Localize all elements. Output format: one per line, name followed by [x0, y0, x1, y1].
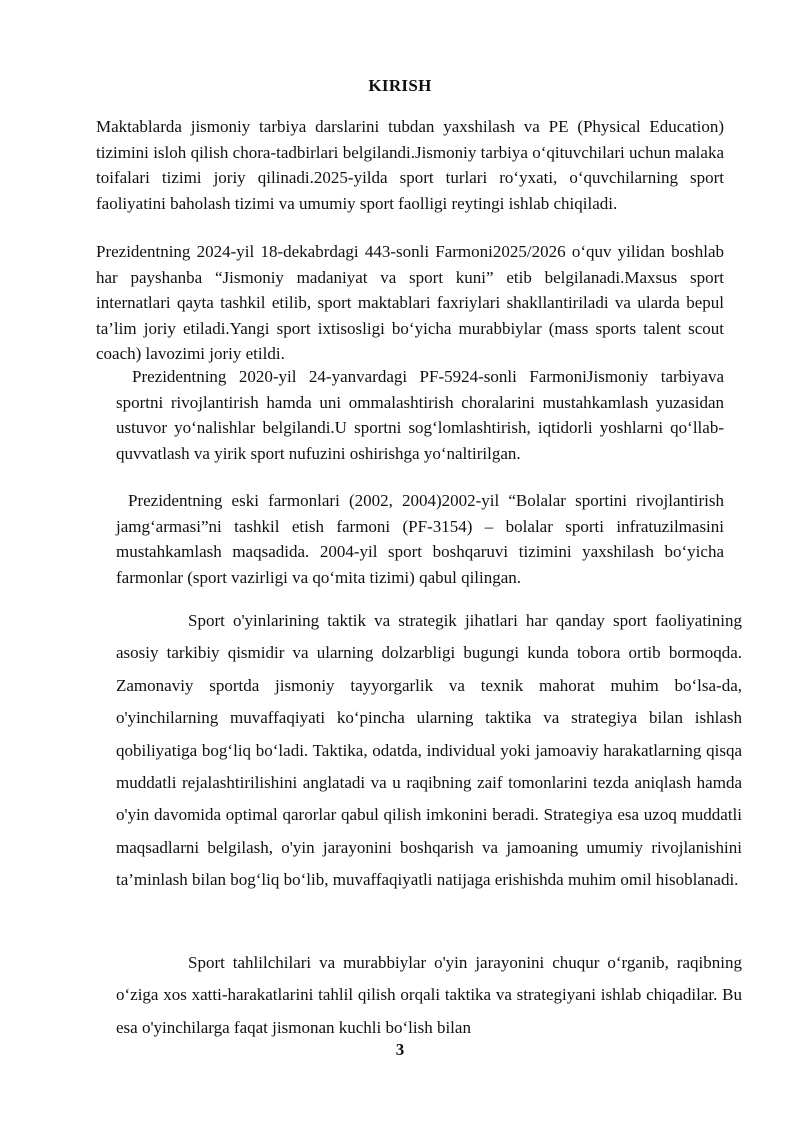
paragraph-3: Prezidentning 2020-yil 24-yanvardagi PF-5924-sonli FarmoniJismoniy tarbiyava sportni rivojlantirish hamda uni ommalashtirish choralarini mustahkamlash yuzasidan ustuvor yoʻnalishlar belgilandi.U sportni sogʻlomlashtirish, iqtidorli yoshlarni qoʻllab-quvvatlash va yirik sport nufuzini oshirishga yoʻnaltirilgan. [116, 367, 724, 463]
paragraph-5: Sport o'yinlarining taktik va strategik jihatlari har qanday sport faoliyatining asosiy tarkibiy qismidir va ularning dolzarbligi bugungi kunda tobora ortib bormoqda. Zamonaviy sportda jismoniy tayyorgarlik va texnik mahorat muhim boʻlsa-da, o'yinchilarning muvaffaqiyati koʻpincha ularning taktika va strategiya bilan ishlash qobiliyatiga bogʻliq boʻladi. Taktika, odatda, individual yoki jamoaviy harakatlarning qisqa muddatli rejalashtirilishini anglatadi va u raqibning zaif tomonlarini tezda aniqlash hamda o'yin davomida optimal qarorlar qabul qilish imkonini beradi. Strategiya esa uzoq muddatli maqsadlarni belgilash, o'yin jarayonini boshqarish va jamoaning umumiy rivojlanishini ta’minlash bilan bogʻliq boʻlib, muvaffaqiyatli natijaga erishishda muhim omil hisoblanadi. [116, 611, 742, 890]
page-number: 3 [395, 1040, 405, 1059]
paragraph-4: Prezidentning eski farmonlari (2002, 2004)2002-yil “Bolalar sportini rivojlantirish jamgʻarmasi”ni tashkil etish farmoni (PF-3154) – bolalar sporti infratuzilmasini mustahkamlash maqsadida. 2004-yil sport boshqaruvi tizimini yaxshilash boʻyicha farmonlar (sport vazirligi va qoʻmita tizimi) qabul qilingan. [116, 491, 724, 587]
paragraph-1: Maktablarda jismoniy tarbiya darslarini tubdan yaxshilash va PE (Physical Education) tizimini isloh qilish chora-tadbirlari belgilandi.Jismoniy tarbiya oʻqituvchilari uchun malaka toifalari tizimi joriy qilinadi.2025-yilda sport turlari roʻyxati, oʻquvchilarning sport faoliyatini baholash tizimi va umumiy sport faolligi reytingi ishlab chiqiladi. [96, 117, 724, 213]
section-title: KIRISH [368, 76, 432, 95]
paragraph-2: Prezidentning 2024-yil 18-dekabrdagi 443-sonli Farmoni2025/2026 oʻquv yilidan boshlab har payshanba “Jismoniy madaniyat va sport kuni” etib belgilanadi.Maxsus sport internatlari qayta tashkil etilib, sport maktablari faxriylari shakllantiriladi va ularda bepul ta’lim joriy etiladi.Yangi sport ixtisosligi boʻyicha murabbiylar (mass sports talent scout coach) lavozimi joriy etildi. [96, 242, 724, 363]
paragraph-6: Sport tahlilchilari va murabbiylar o'yin jarayonini chuqur oʻrganib, raqibning oʻziga xos xatti-harakatlarini tahlil qilish orqali taktika va strategiyani ishlab chiqadilar. Bu esa o'yinchilarga faqat jismonan kuchli boʻlish bilan [116, 953, 742, 1037]
